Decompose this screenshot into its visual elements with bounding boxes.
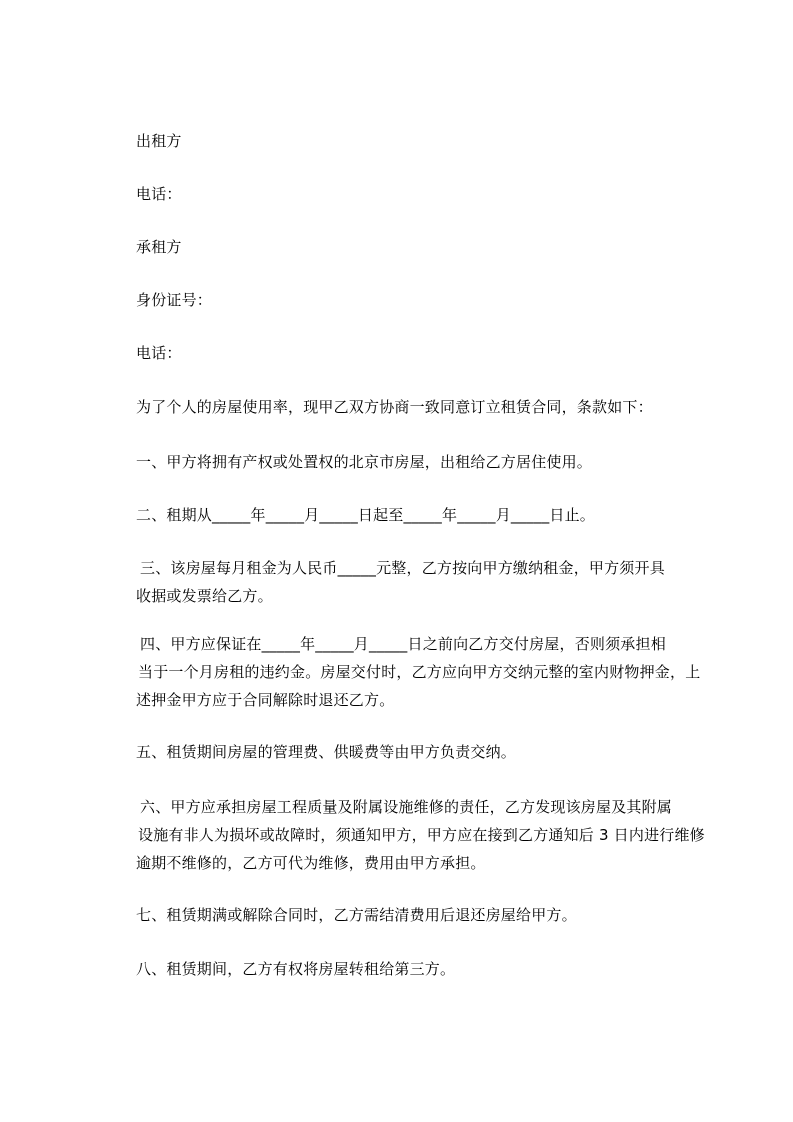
clause-6-line-1: 六、甲方应承担房屋工程质量及附属设施维修的责任，乙方发现该房屋及其附属 (140, 798, 673, 816)
lessor-label: 出租方 (136, 132, 182, 150)
lessee-label: 承租方 (136, 238, 182, 256)
clause-3-line-2: 收据或发票给乙方。 (136, 587, 273, 605)
lessee-phone-label: 电话： (136, 344, 182, 362)
clause-6-line-3: 逾期不维修的，乙方可代为维修，费用由甲方承担。 (136, 854, 486, 872)
clause-5: 五、租赁期间房屋的管理费、供暖费等由甲方负责交纳。 (136, 743, 517, 761)
clause-2: 二、租期从_____年_____月_____日起至_____年_____月_____日止。 (136, 506, 596, 524)
contract-preamble: 为了个人的房屋使用率，现甲乙双方协商一致同意订立租赁合同，条款如下： (136, 398, 653, 416)
clause-6-line-2: 设施有非人为损坏或故障时，须通知甲方，甲方应在接到乙方通知后 3 日内进行维修 (138, 826, 705, 844)
clause-4-line-2: 当于一个月房租的违约金。房屋交付时，乙方应向甲方交纳元整的室内财物押金，上 (138, 663, 701, 681)
lessee-id-label: 身份证号： (136, 291, 213, 309)
clause-1: 一、甲方将拥有产权或处置权的北京市房屋，出租给乙方居住使用。 (136, 453, 593, 471)
clause-3-line-1: 三、该房屋每月租金为人民币_____元整，乙方按向甲方缴纳租金，甲方须开具 (140, 559, 665, 577)
clause-4-line-1: 四、甲方应保证在_____年_____月_____日之前向乙方交付房屋，否则须承担相 (140, 635, 666, 653)
clause-8: 八、租赁期间，乙方有权将房屋转租给第三方。 (136, 960, 456, 978)
clause-7: 七、租赁期满或解除合同时，乙方需结清费用后退还房屋给甲方。 (136, 906, 577, 924)
clause-4-line-3: 述押金甲方应于合同解除时退还乙方。 (136, 691, 395, 709)
lessor-phone-label: 电话： (136, 185, 182, 203)
